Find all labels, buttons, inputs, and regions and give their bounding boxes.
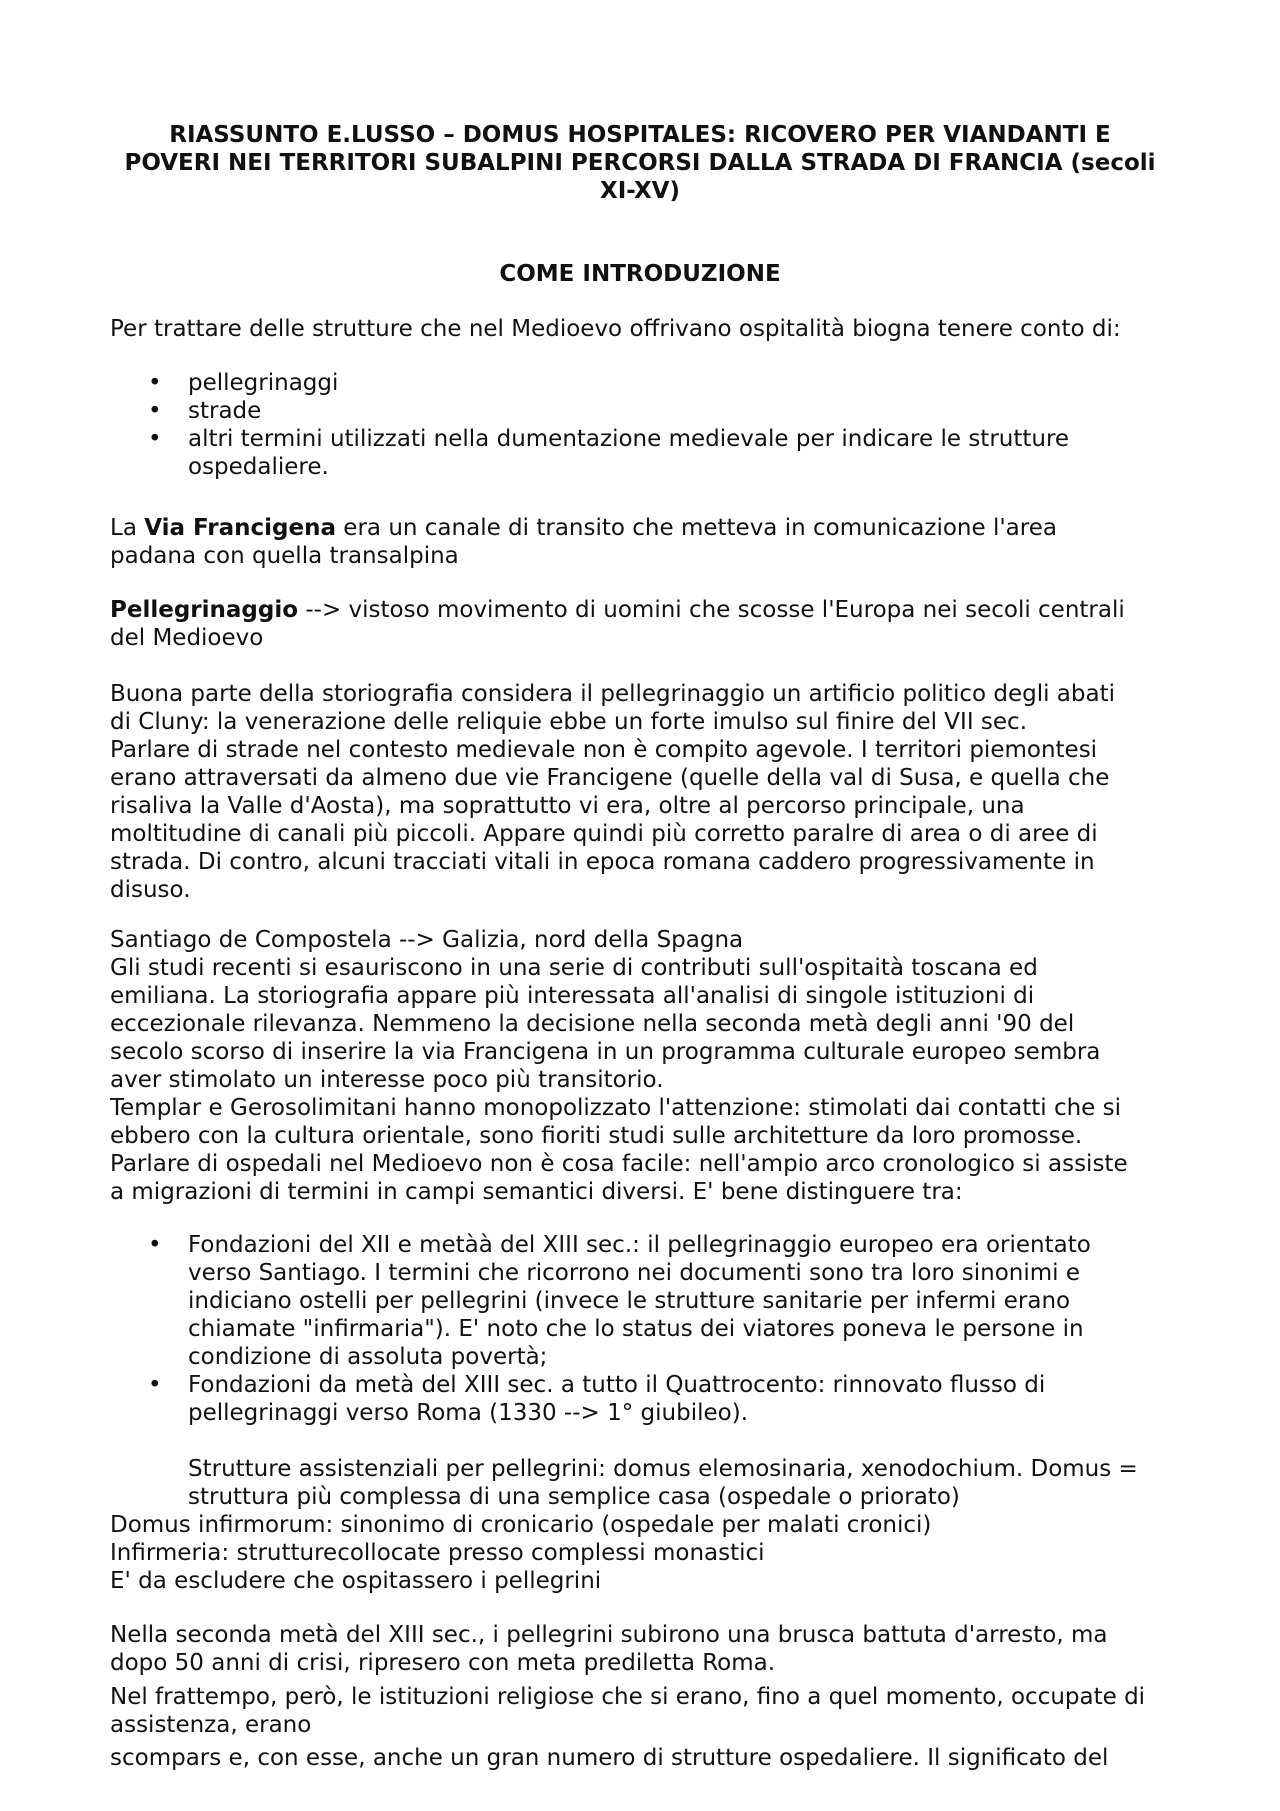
scompars-paragraph [110,1744,1180,1772]
pellegrinaggio-paragraph [110,596,1180,652]
paragraph-line: Nella seconda metà del XIII sec., i pellegrini subirono una brusca battuta d'arresto, ma [110,1622,1108,1648]
text: La [110,515,145,541]
bullet-list-fondazioni [110,1231,1180,1427]
paragraph-line: Templar e Gerosolimitani hanno monopolizzato l'attenzione: stimolati dai contatti che si [110,1095,1122,1121]
bold-term: Pellegrinaggio [110,597,299,623]
paragraph-line: Nel frattempo, però, le istituzioni religiose che si erano, fino a quel momento, occupate di [110,1684,1146,1710]
section-heading [100,260,1180,288]
paragraph-line: Buona parte della storiografia considera il pellegrinaggio un artificio politico degli abati [110,681,1116,707]
paragraph-line: Parlare di ospedali nel Medioevo non è cosa facile: nell'ampio arco cronologico si assiste [110,1151,1128,1177]
paragraph-line: Parlare di strade nel contesto medievale non è compito agevole. I territori piemontesi [110,737,1098,763]
bullet-icon: • [148,1232,162,1258]
paragraph-line: Per trattare delle strutture che nel Medioevo offrivano ospitalità biogna tenere conto di: [110,316,1121,342]
bold-term: Via Francigena [144,515,336,541]
title-line: XI-XV) [599,178,680,204]
paragraph-line: Infirmeria: strutturecollocate presso complessi monastici [110,1540,765,1566]
paragraph-line: Gli studi recenti si esauriscono in una serie di contributi sull'ospitaità toscana ed [110,955,1038,981]
list-item-text: indiciano ostelli per pellegrini (invece le strutture sanitarie per infermi erano [188,1288,1071,1314]
list-item-text: Fondazioni del XII e metàà del XIII sec.: il pellegrinaggio europeo era orientato [188,1232,1091,1258]
paragraph-line: moltitudine di canali più piccoli. Appare quindi più corretto paralre di area o di aree di [110,821,1098,847]
bullet-list-topics [110,369,1180,481]
paragraph-line: Domus infirmorum: sinonimo di cronicario (ospedale per malati cronici) [110,1512,932,1538]
paragraph-line: E' da escludere che ospitassero i pellegrini [110,1568,602,1594]
title-line: POVERI NEI TERRITORI SUBALPINI PERCORSI DALLA STRADA DI FRANCIA (secoli [124,150,1156,176]
list-item-text: condizione di assoluta povertà; [188,1344,548,1370]
document-title [100,121,1180,205]
list-item-text: strade [188,398,262,424]
nella-paragraph [110,1621,1180,1677]
paragraph-line: scompars e, con esse, anche un gran numero di strutture ospedaliere. Il significato del [110,1745,1109,1771]
paragraph-line: padana con quella transalpina [110,543,459,569]
intro-paragraph [110,315,1180,343]
santiago-paragraph [110,926,1180,1206]
strutture-paragraph [110,1455,1180,1595]
paragraph-line: Strutture assistenziali per pellegrini: domus elemosinaria, xenodochium. Domus = [188,1456,1138,1482]
list-item [110,397,1180,425]
bullet-icon: • [148,426,162,452]
list-item-text: chiamate "infirmaria"). E' noto che lo status dei viatores poneva le persone in [188,1316,1084,1342]
paragraph-line: struttura più complessa di una semplice casa (ospedale o priorato) [188,1484,960,1510]
paragraph-line: dopo 50 anni di crisi, ripresero con meta prediletta Roma. [110,1650,776,1676]
text: era un canale di transito che metteva in comunicazione l'area [336,515,1057,541]
paragraph-line: emiliana. La storiografia appare più interessata all'analisi di singole istituzioni di [110,983,1035,1009]
paragraph-line: disuso. [110,877,191,903]
title-line: RIASSUNTO E.LUSSO – DOMUS HOSPITALES: RICOVERO PER VIANDANTI E [169,122,1111,148]
paragraph-line: del Medioevo [110,625,264,651]
storiografia-paragraph [110,680,1180,904]
paragraph-line: aver stimolato un interesse poco più transitorio. [110,1067,664,1093]
paragraph-line: di Cluny: la venerazione delle reliquie ebbe un forte imulso sul finire del VII sec. [110,709,1028,735]
paragraph-line: secolo scorso di inserire la via Francigena in un programma culturale europeo sembra [110,1039,1101,1065]
frattempo-paragraph [110,1683,1180,1739]
bullet-icon: • [148,1372,162,1398]
via-francigena-paragraph [110,514,1180,570]
bullet-icon: • [148,398,162,424]
list-item-text: Fondazioni da metà del XIII sec. a tutto il Quattrocento: rinnovato flusso di [188,1372,1046,1398]
list-item-text: altri termini utilizzati nella dumentazione medievale per indicare le strutture [188,426,1070,452]
paragraph-line: Santiago de Compostela --> Galizia, nord della Spagna [110,927,744,953]
paragraph-line: strada. Di contro, alcuni tracciati vitali in epoca romana caddero progressivamente in [110,849,1095,875]
paragraph-line: assistenza, erano [110,1712,312,1738]
list-item-text: pellegrinaggi verso Roma (1330 --> 1° giubileo). [188,1400,749,1426]
paragraph-line: ebbero con la cultura orientale, sono fioriti studi sulle architetture da loro promosse. [110,1123,1083,1149]
list-item-text: pellegrinaggi [188,370,339,396]
list-item [110,1371,1180,1427]
paragraph-line: risaliva la Valle d'Aosta), ma soprattutto vi era, oltre al percorso principale, una [110,793,1025,819]
paragraph-line: eccezionale rilevanza. Nemmeno la decisione nella seconda metà degli anni '90 del [110,1011,1075,1037]
bullet-icon: • [148,370,162,396]
list-item-text: ospedaliere. [188,454,329,480]
list-item [110,369,1180,397]
paragraph-line: erano attraversati da almeno due vie Francigene (quelle della val di Susa, e quella che [110,765,1110,791]
text: --> vistoso movimento di uomini che scosse l'Europa nei secoli centrali [298,597,1125,623]
list-item [110,425,1180,481]
list-item [110,1231,1180,1371]
list-item-text: verso Santiago. I termini che ricorrono nei documenti sono tra loro sinonimi e [188,1260,1081,1286]
paragraph-line: a migrazioni di termini in campi semantici diversi. E' bene distinguere tra: [110,1179,963,1205]
section-heading-text: COME INTRODUZIONE [499,261,781,287]
